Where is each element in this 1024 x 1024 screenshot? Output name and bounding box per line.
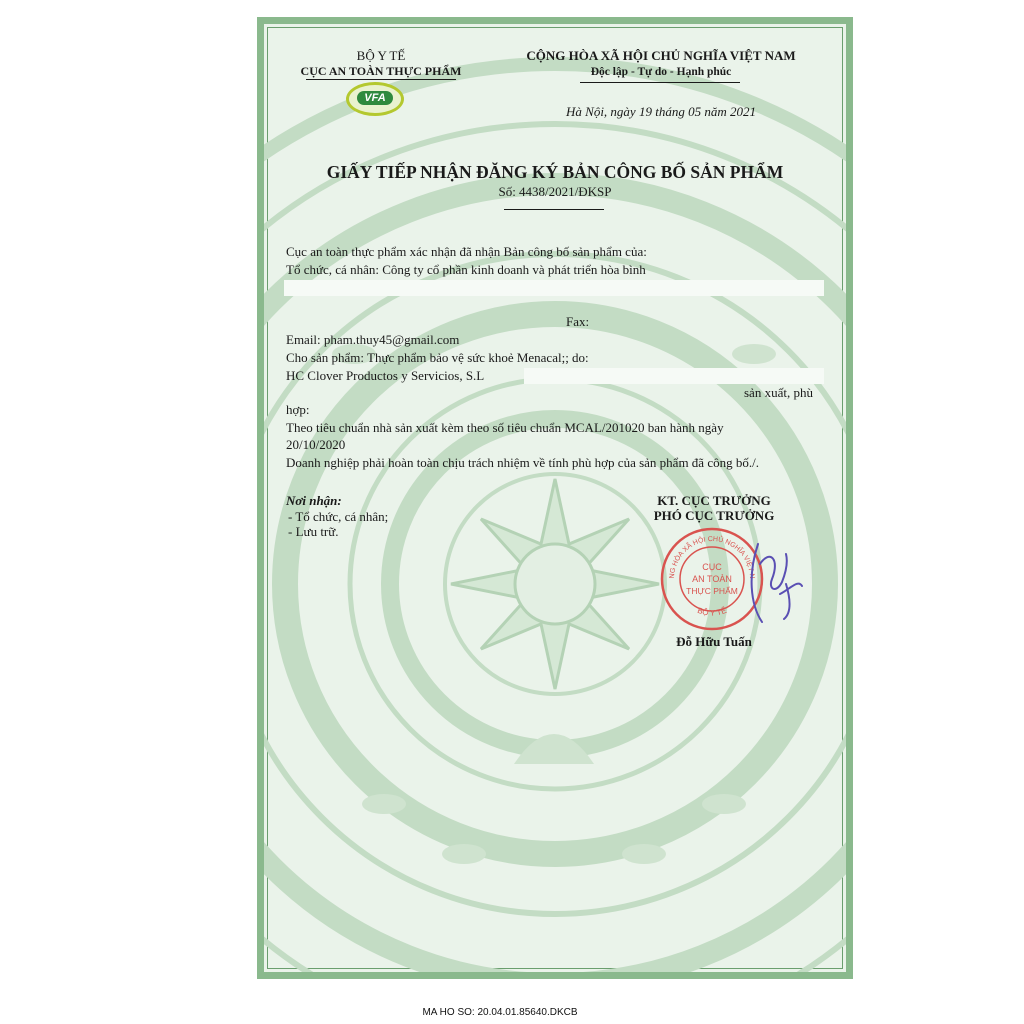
fax-label: Fax: bbox=[566, 314, 590, 329]
dossier-code: MA HO SO: 20.04.01.85640.DKCB bbox=[422, 1007, 578, 1018]
product-line: Cho sản phẩm: Thực phẩm bảo vệ sức khoẻ Menacal;; do: bbox=[286, 350, 589, 365]
signature-title-2: PHÓ CỤC TRƯỞNG bbox=[653, 508, 775, 523]
department-name: CỤC AN TOÀN THỰC PHẨM bbox=[300, 64, 462, 78]
certificate bbox=[257, 17, 853, 979]
vfa-logo-text: VFA bbox=[357, 91, 393, 105]
header-right-rule bbox=[580, 82, 740, 83]
manufacturer-line: HC Clover Productos y Servicios, S.L bbox=[286, 368, 485, 383]
standard-line-2: 20/10/2020 bbox=[286, 437, 346, 452]
standard-line-1: Theo tiêu chuẩn nhà sản xuất kèm theo số tiêu chuẩn MCAL/201020 ban hành ngày bbox=[286, 420, 724, 435]
body-line-2: Tổ chức, cá nhân: Công ty cổ phần kinh doanh và phát triển hòa bình bbox=[286, 262, 646, 277]
national-motto: Độc lập - Tự do - Hạnh phúc bbox=[590, 66, 732, 78]
document-number: Số: 4438/2021/ĐKSP bbox=[498, 184, 612, 199]
redacted-address bbox=[284, 280, 824, 296]
vfa-logo bbox=[346, 82, 404, 116]
header-left-rule bbox=[306, 79, 456, 80]
svg-text:BỘ Y TẾ bbox=[696, 605, 728, 618]
body-line-1: Cục an toàn thực phẩm xác nhận đã nhận Bản công bố sản phẩm của: bbox=[286, 244, 647, 259]
signature-title-1: KT. CỤC TRƯỞNG bbox=[657, 493, 771, 508]
country-name: CỘNG HÒA XÃ HỘI CHỦ NGHĨA VIỆT NAM bbox=[526, 48, 796, 63]
ministry-name: BỘ Y TẾ bbox=[356, 48, 406, 63]
handwritten-signature bbox=[740, 534, 810, 629]
title-rule bbox=[504, 209, 604, 210]
email-line: Email: pham.thuy45@gmail.com bbox=[286, 332, 460, 347]
stamp-line-2: AN TOÀN bbox=[692, 574, 732, 584]
recipient-item: - Tổ chức, cá nhân; bbox=[288, 509, 389, 524]
responsibility-line: Doanh nghiệp phải hoàn toàn chịu trách nhiệm về tính phù hợp của sản phẩm đã công bố./. bbox=[286, 455, 759, 470]
stamp-line-3: THỰC PHẨM bbox=[686, 586, 738, 596]
stamp-line-1: CỤC bbox=[702, 562, 722, 572]
signer-name: Đỗ Hữu Tuấn bbox=[676, 634, 752, 649]
conform-text: hợp: bbox=[286, 402, 310, 417]
recipients-heading: Nơi nhận: bbox=[286, 493, 342, 508]
redacted-manufacturer-address bbox=[524, 368, 824, 384]
produced-text: sản xuất, phù bbox=[744, 385, 813, 400]
stamp-ring-top: NG HÒA XÃ HỘI CHỦ NGHĨA VIỆT N bbox=[668, 535, 756, 579]
recipient-item: - Lưu trữ. bbox=[288, 524, 339, 539]
place-date: Hà Nội, ngày 19 tháng 05 năm 2021 bbox=[566, 104, 756, 119]
stamp-ring-bottom: BỘ Y TẾ bbox=[696, 605, 728, 618]
document-title: GIẤY TIẾP NHẬN ĐĂNG KÝ BẢN CÔNG BỐ SẢN PHẨM bbox=[326, 162, 784, 182]
